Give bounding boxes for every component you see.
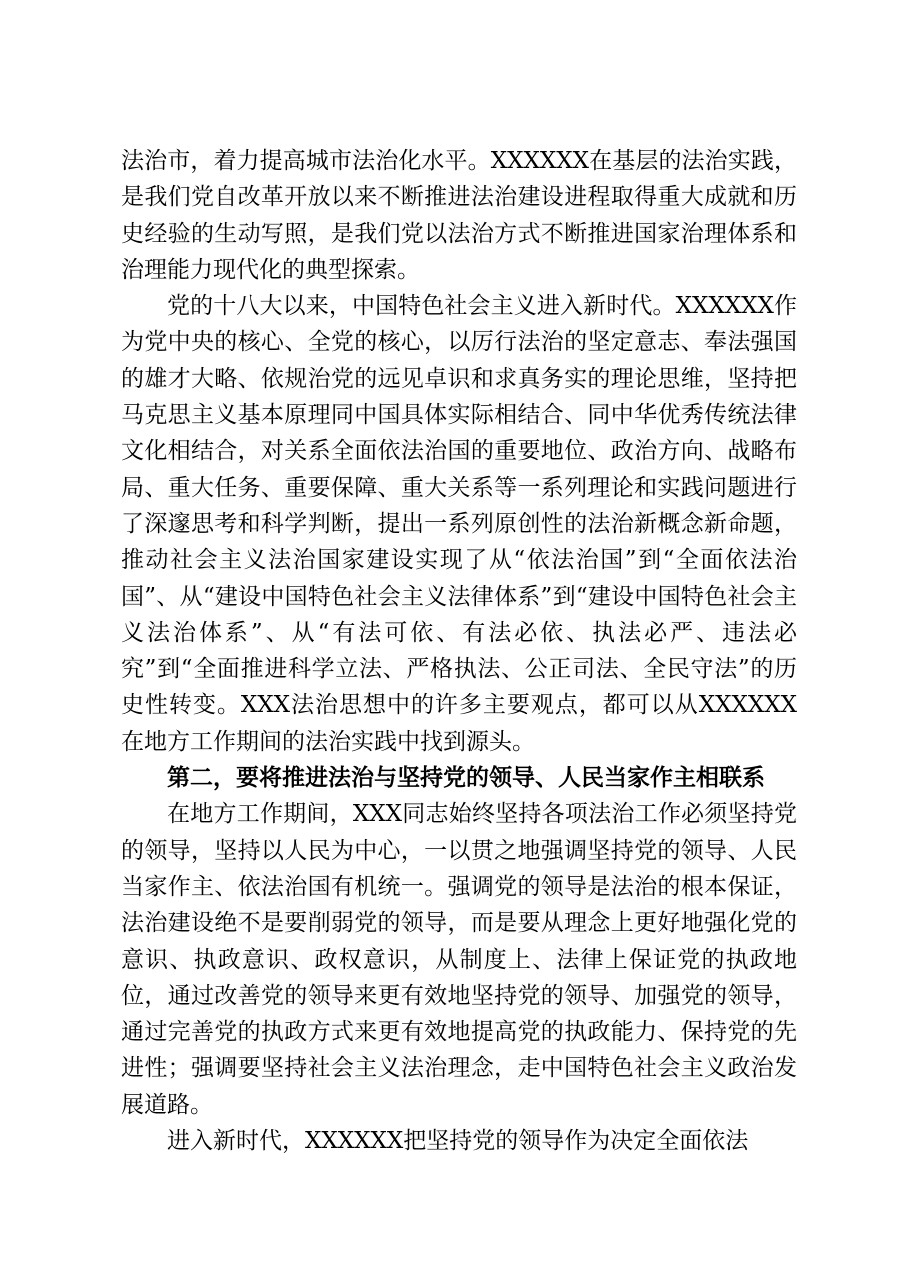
paragraph-intro-continuation: 法治市，着力提高城市法治化水平。XXXXXX在基层的法治实践，是我们党自改革开放以来不断推进法治建设进程取得重大成就和历史经验的生动写照，是我们党以法治方式不断推进国家治理体系和治理能力现代化的典型探索。 (121, 148, 797, 283)
paragraph-party-leadership: 在地方工作期间，XXX同志始终坚持各项法治工作必须坚持党的领导，坚持以人民为中心，一以贯之地强调坚持党的领导、人民当家作主、依法治国有机统一。强调党的领导是法治的根本保证，法治建设绝不是要削弱党的领导，而是要从理念上更好地强化党的意识、执政意识、政权意识，从制度上、法律上保证党的执政地位，通过改善党的领导来更有效地坚持党的领导、加强党的领导，通过完善党的执政方式来更有效地提高党的执政能力、保持党的先进性；强调要坚持社会主义法治理念，走中国特色社会主义政治发展道路。 (121, 801, 797, 1118)
paragraph-entering-new-era: 进入新时代，XXXXXX把坚持党的领导作为决定全面依法 (167, 1128, 749, 1155)
section-heading-second: 第二，要将推进法治与坚持党的领导、人民当家作主相联系 (167, 765, 765, 792)
document-page (121, 143, 797, 1159)
paragraph-new-era: 党的十八大以来，中国特色社会主义进入新时代。XXXXXX作为党中央的核心、全党的核心，以厉行法治的坚定意志、奉法强国的雄才大略、依规治党的远见卓识和求真务实的理论思维，坚持把马克思主义基本原理同中国具体实际相结合、同中华优秀传统法律文化相结合，对关系全面依法治国的重要地位、政治方向、战略布局、重大任务、重要保障、重大关系等一系列理论和实践问题进行了深邃思考和科学判断，提出一系列原创性的法治新概念新命题，推动社会主义法治国家建设实现了从“依法治国”到“全面依法治国”、从“建设中国特色社会主义法律体系”到“建设中国特色社会主义法治体系”、从“有法可依、有法必依、执法必严、违法必究”到“全面推进科学立法、严格执法、公正司法、全民守法”的历史性转变。XXX法治思想中的许多主要观点，都可以从XXXXXX在地方工作期间的法治实践中找到源头。 (121, 293, 797, 755)
